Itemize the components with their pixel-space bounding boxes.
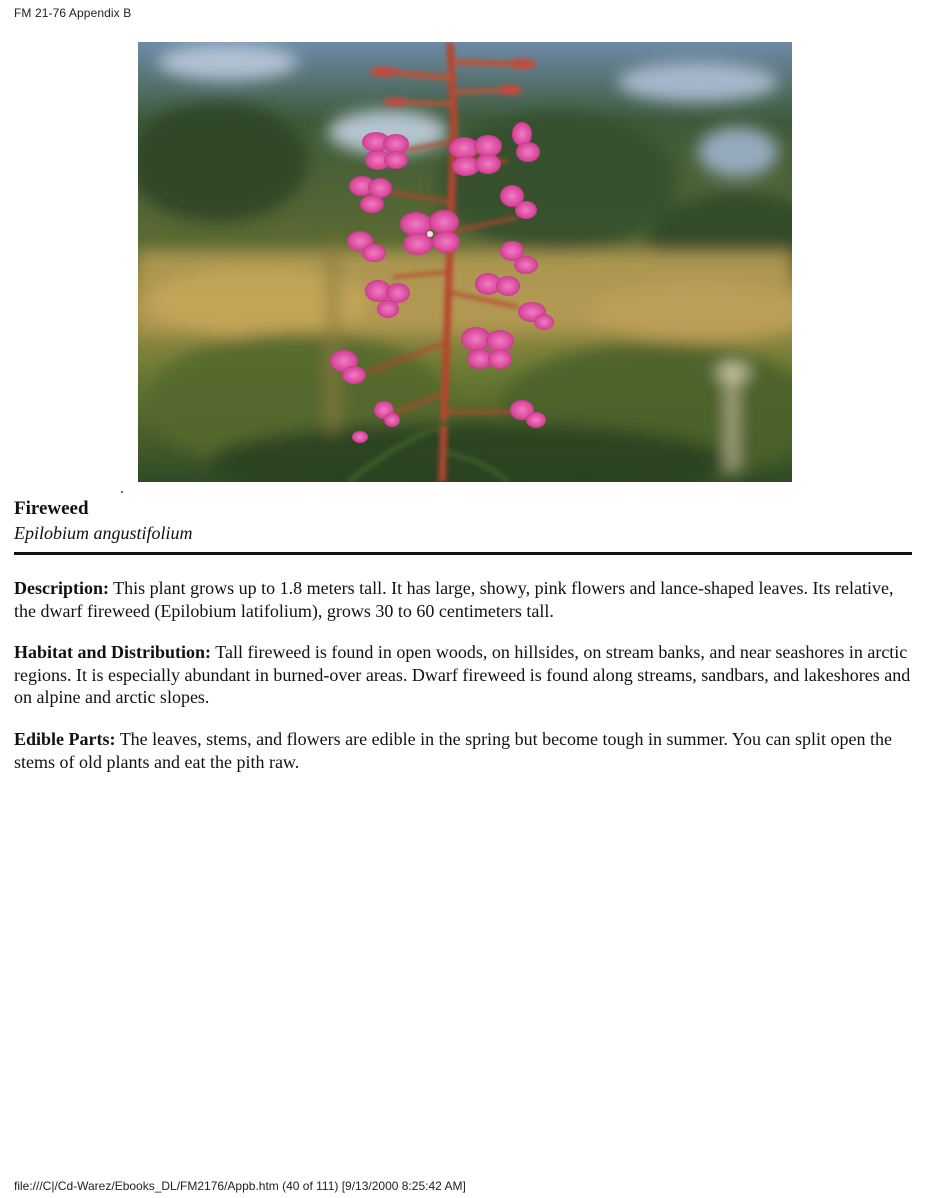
description-label: Description: [14, 578, 109, 598]
stray-mark [121, 491, 123, 493]
plant-common-name: Fireweed [14, 498, 89, 519]
fireweed-photo [138, 42, 792, 482]
description-text: This plant grows up to 1.8 meters tall. It has large, showy, pink flowers and lance-shaped leaves. Its relative, the dwarf fireweed (Epilobium latifolium), grows 30 to 60 centimeters tall. [14, 578, 894, 621]
source-footer: file:///C|/Cd-Warez/Ebooks_DL/FM2176/Appb.htm (40 of 111) [9/13/2000 8:25:42 AM] [14, 1179, 466, 1193]
habitat-section [14, 641, 912, 709]
fireweed-photo-illustration [138, 42, 792, 482]
edible-parts-section [14, 728, 912, 773]
habitat-text: Tall fireweed is found in open woods, on hillsides, on stream banks, and near seashores in arctic regions. It is especially abundant in burned-over areas. Dwarf fireweed is found along streams, sandbars, and lakeshores and on alpine and arctic slopes. [14, 642, 911, 707]
edible-parts-label: Edible Parts: [14, 729, 116, 749]
description-section [14, 577, 912, 622]
plant-scientific-name: Epilobium angustifolium [14, 523, 193, 543]
habitat-label: Habitat and Distribution: [14, 642, 212, 662]
edible-parts-text: The leaves, stems, and flowers are edible in the spring but become tough in summer. You can split open the stems of old plants and eat the pith raw. [14, 729, 893, 772]
running-header: FM 21-76 Appendix B [14, 6, 132, 20]
section-divider [14, 552, 912, 555]
